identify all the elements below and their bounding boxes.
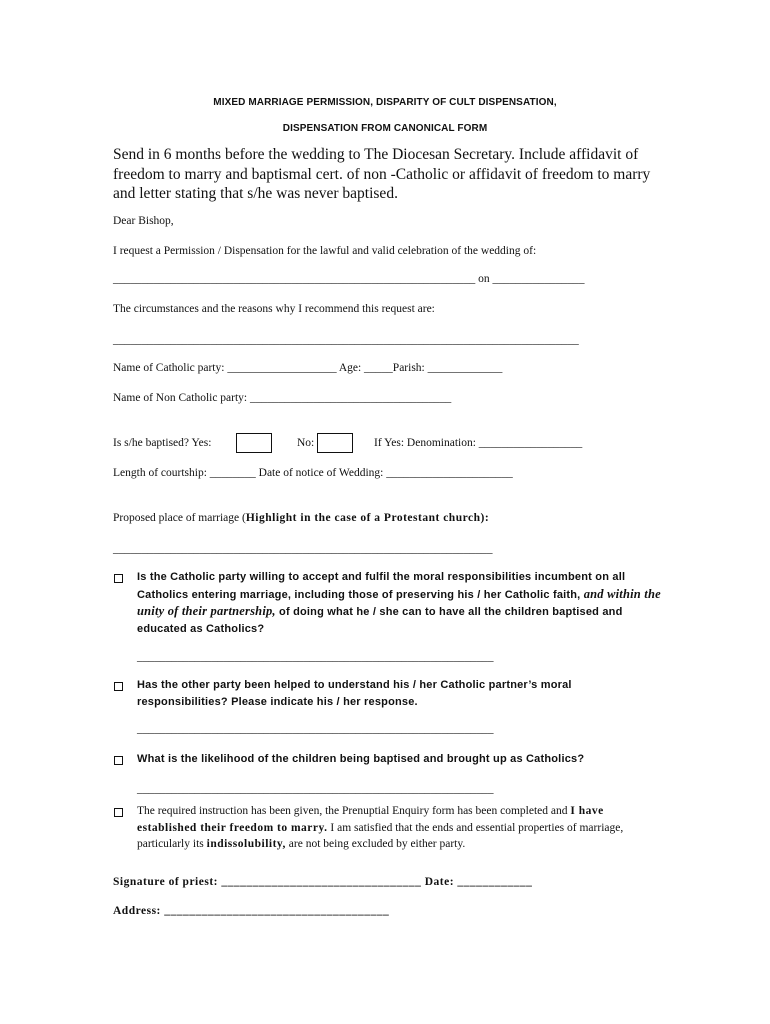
question-1-answer-field[interactable]: ______________________________________________________________ [137,651,494,663]
place-label-text: Proposed place of marriage ( [113,512,246,524]
checkbox-bullet-icon [114,756,123,765]
question-1-italic: and within the unity of their partnership, [137,586,661,618]
checkbox-bullet-icon [114,574,123,583]
wedding-names-field[interactable]: _______________________________________________________________ [113,273,476,285]
declaration [137,803,662,853]
question-3-answer-field[interactable]: ______________________________________________________________ [137,783,494,795]
non-catholic-party-field[interactable]: Name of Non Catholic party: ___________________________________ [113,392,452,404]
declaration-bold: I have established their freedom to marry. [137,805,604,834]
form-title-line1: MIXED MARRIAGE PERMISSION, DISPARITY OF CULT DISPENSATION, [213,97,557,108]
circumstances-field[interactable]: _________________________________________________________________________________ [113,334,579,346]
intro-instructions: Send in 6 months before the wedding to The Diocesan Secretary. Include affidavit of freedom to marry and baptismal cert. of non -Catholic or affidavit of freedom to marry and letter stating that s/he was never baptised. [113,146,651,202]
declaration-part2: I am satisfied that the ends and essential properties of marriage, particularly its [137,821,624,850]
question-1 [137,569,662,637]
question-1-part1: Is the Catholic party willing to accept and fulfil the moral responsibilities incumbent on all Catholics entering marriage, including those of preserving his / her Catholic faith, [137,571,626,601]
checkbox-bullet-icon [114,682,123,691]
salutation: Dear Bishop, [113,215,174,227]
place-label [113,512,489,524]
priest-signature-field[interactable]: Signature of priest: ________________________________ Date: ____________ [113,876,533,888]
declaration-part1: The required instruction has been given, the Prenuptial Enquiry form has been completed and [137,805,568,817]
question-2-answer-field[interactable]: ______________________________________________________________ [137,723,494,735]
place-field[interactable]: __________________________________________________________________ [113,543,493,555]
baptised-yes-checkbox[interactable] [236,433,272,453]
address-field[interactable]: Address: ____________________________________ [113,905,390,917]
declaration-part3: are not being excluded by either party. [288,838,466,850]
catholic-party-field[interactable]: Name of Catholic party: ___________________ Age: _____Parish: _____________ [113,362,503,374]
checkbox-bullet-icon [114,808,123,817]
request-text: I request a Permission / Dispensation for the lawful and valid celebration of the wedding of: [113,245,537,257]
courtship-field[interactable]: Length of courtship: ________ Date of notice of Wedding: ______________________ [113,467,513,479]
declaration-bold2: indissolubility, [206,838,286,850]
baptised-label: Is s/he baptised? Yes: [113,437,212,449]
form-title-line2: DISPENSATION FROM CANONICAL FORM [282,123,488,134]
wedding-line[interactable] [113,273,585,285]
circumstances-label: The circumstances and the reasons why I recommend this request are: [113,303,435,315]
denomination-field[interactable]: If Yes: Denomination: __________________ [374,437,583,449]
question-2: Has the other party been helped to understand his / her Catholic partner’s moral responsibilities? Please indicate his / her response. [137,679,572,708]
baptised-no-checkbox[interactable] [317,433,353,453]
place-label-end: ): [480,512,490,524]
on-label: on [478,273,490,285]
question-3: What is the likelihood of the children being baptised and brought up as Catholics? [137,753,585,765]
place-highlight: Highlight in the case of a Protestant church [245,512,481,524]
baptised-no-label: No: [297,437,315,449]
wedding-date-field[interactable]: ________________ [492,273,585,285]
question-1-part2: of doing what he / she can to have all the children baptised and educated as Catholics? [137,606,623,635]
